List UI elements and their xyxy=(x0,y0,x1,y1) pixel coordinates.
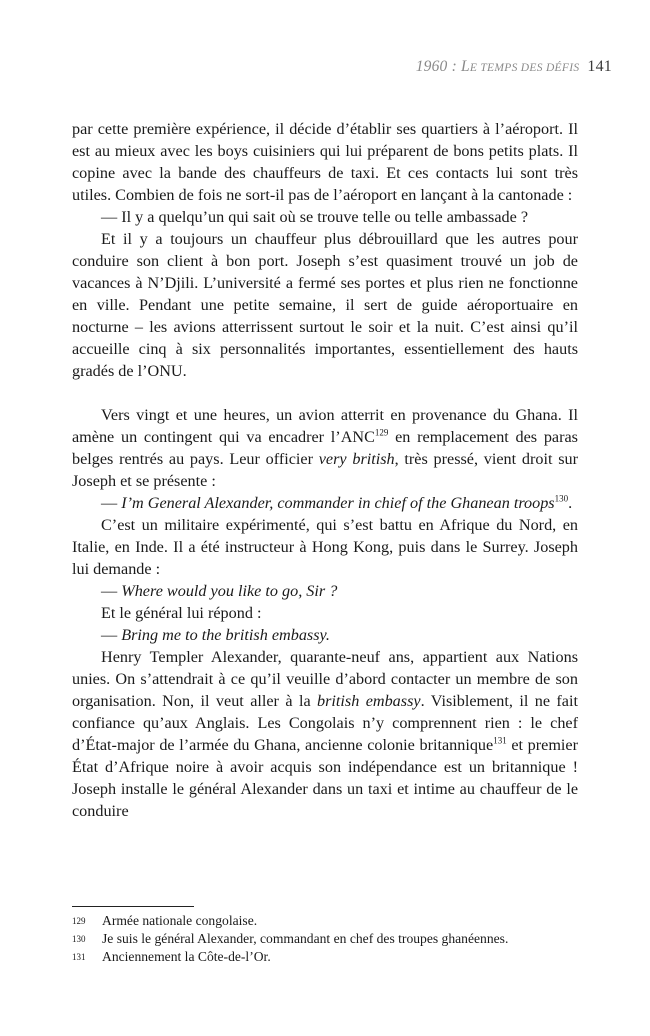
footnote-separator xyxy=(72,906,194,907)
paragraph: par cette première expérience, il décide d’établir ses quartiers à l’aéroport. Il est au mieux avec les boys cuisiniers qui lui préparent de bons petits plats. Il copine avec la bande des chauffeurs de taxi. Et ces contacts lui sont très utiles. Combien de fois ne sort-il pas de l’aéroport en lançant à la cantonade : xyxy=(72,120,578,204)
footnote-text: Je suis le général Alexander, commandant en chef des troupes ghanéennes. xyxy=(102,931,509,946)
italic-text: very british xyxy=(318,450,395,468)
section-break xyxy=(72,382,578,404)
header-title-smallcaps: E TEMPS DES DÉFIS xyxy=(469,62,580,74)
running-header xyxy=(416,58,612,76)
footnote xyxy=(72,930,582,948)
footnote xyxy=(72,948,582,966)
italic-text: Where would you like to go, Sir ? xyxy=(121,582,338,600)
footnote-ref: 129 xyxy=(374,427,389,438)
footnote-number: 129 xyxy=(72,916,86,926)
footnote xyxy=(72,912,582,930)
dialogue-line: — Where would you like to go, Sir ? xyxy=(101,582,338,600)
paragraph: C’est un militaire expérimenté, qui s’est battu en Afrique du Nord, en Italie, en Inde. Il a été instructeur à Hong Kong, puis dans le Surrey. Joseph lui demande : xyxy=(72,516,578,578)
footnote-ref: 130 xyxy=(554,493,569,504)
footnote-ref: 131 xyxy=(493,735,507,746)
paragraph: Vers vingt et une heures, un avion atterrit en provenance du Ghana. Il amène un contingent qui va encadrer l’ANC$^{129}$ en remplacement des paras belges rentrés au pays. Leur officier very british, très pressé, vient droit sur Joseph et se présente : xyxy=(72,406,578,490)
paragraph: Henry Templer Alexander, quarante-neuf ans, appartient aux Nations unies. On s’attendrait à ce qu’il veuille d’abord contacter un membre de son organisation. Non, il veut aller à la british embassy. Visiblement, il ne fait confiance qu’aux Anglais. Les Congolais n’y comprennent rien : le chef d’État-major de l’armée du Ghana, ancienne colonie britannique$^{131}$ et premier État d’Afrique noire à avoir acquis son indépendance est un britannique ! Joseph installe le général Alexander dans un taxi et intime au chauffeur de le conduire xyxy=(72,648,579,820)
footnote-text: Anciennement la Côte-de-l’Or. xyxy=(102,949,271,964)
footnotes xyxy=(72,912,582,966)
paragraph: Et il y a toujours un chauffeur plus débrouillard que les autres pour conduire son client à bon port. Joseph s’est quasiment trouvé un job de vacances à N’Djili. L’université a fermé ses portes et plus rien ne fonctionne en ville. Pendant une petite semaine, il sert de guide aéroportuaire en nocturne – les avions atterrissent surtout le soir et la nuit. C’est ainsi qu’il accueille cinq à six personnalités importantes, essentiellement des hauts gradés de l’ONU. xyxy=(72,230,578,380)
body-text xyxy=(72,118,578,822)
dialogue-line: — Il y a quelqu’un qui sait où se trouve telle ou telle ambassade ? xyxy=(101,208,529,226)
italic-text: I’m General Alexander, commander in chief of the Ghanean troops xyxy=(121,494,555,512)
paragraph: Et le général lui répond : xyxy=(101,604,262,622)
italic-text: british embassy xyxy=(317,692,421,710)
footnote-number: 130 xyxy=(72,934,86,944)
page-number: 141 xyxy=(587,58,612,75)
footnote-text: Armée nationale congolaise. xyxy=(102,913,258,928)
header-title-initial: L xyxy=(461,58,470,75)
dialogue-line: — Bring me to the british embassy. xyxy=(101,626,330,644)
footnote-number: 131 xyxy=(72,952,86,962)
header-year: 1960 : xyxy=(415,58,462,75)
italic-text: Bring me to the british embassy. xyxy=(121,626,330,644)
dialogue-line: — I’m General Alexander, commander in chief of the Ghanean troops$^{130}$. xyxy=(101,493,573,512)
